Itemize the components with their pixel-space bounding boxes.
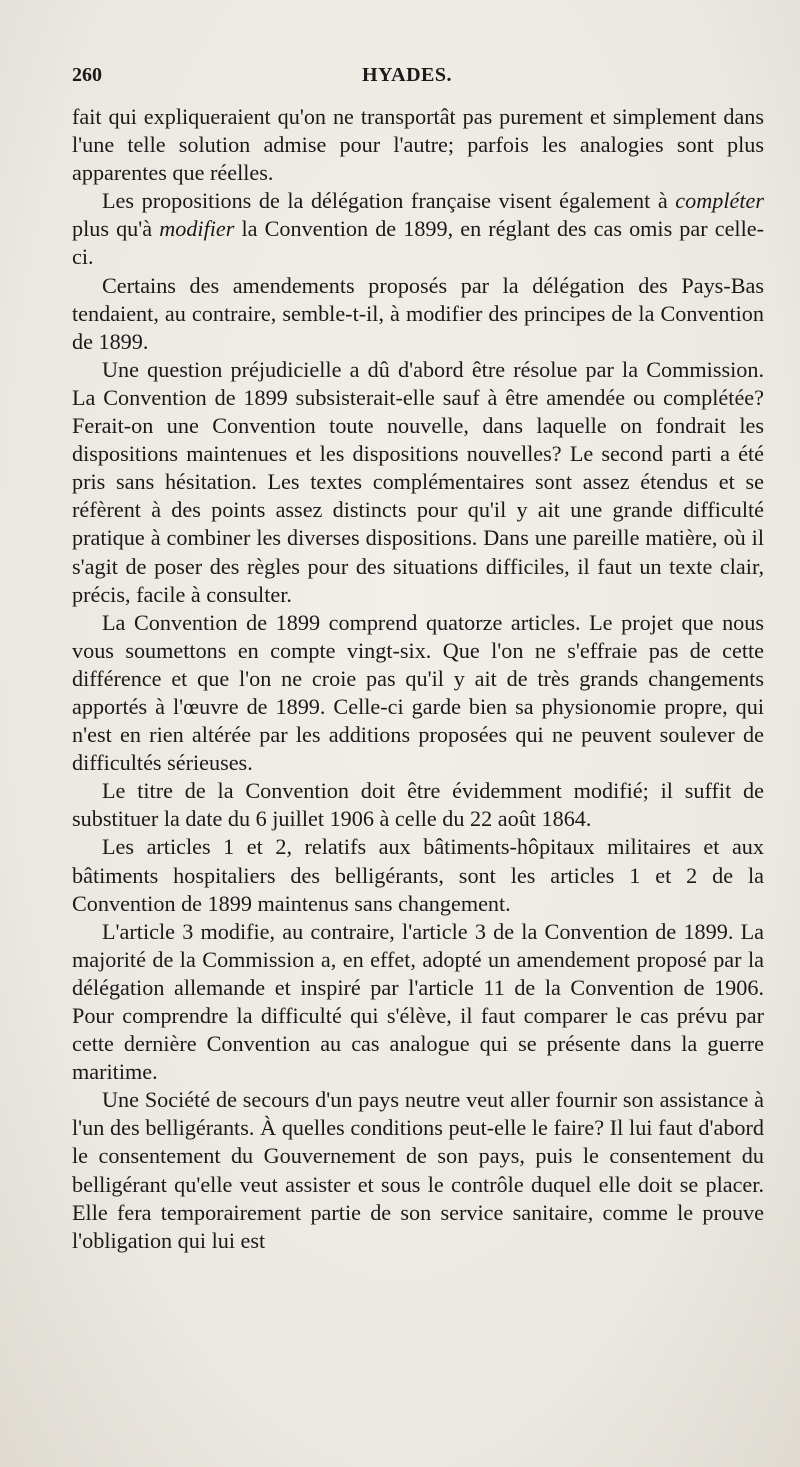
- running-head: HYADES.: [362, 64, 453, 86]
- paragraph-4: Une question préjudicielle a dû d'abord être résolue par la Commission. La Convention de 1899 subsisterait-elle sauf à être amendée ou complétée? Ferait-on une Convention toute nouvelle, dans laquelle on fondrait les dispositions maintenues et les dispositions nouvelles? Le second parti a été pris sans hésitation. Les textes complémentaires sont assez étendus et se réfèrent à des points assez distincts pour qu'il y ait une grande difficulté pratique à combiner les diverses dispositions. Dans une pareille matière, où il s'agit de poser des règles pour des situations difficiles, il faut un texte clair, précis, facile à consulter.: [72, 356, 764, 607]
- paragraph-3: Certains des amendements proposés par la délégation des Pays-Bas tendaient, au contraire, semble-t-il, à modifier des principes de la Convention de 1899.: [72, 272, 764, 354]
- paragraph-2-part-3: la Convention de 1899, en réglant des cas omis par celle-ci.: [72, 216, 764, 270]
- paragraph-1: fait qui expliqueraient qu'on ne transportât pas purement et simplement dans l'une telle solution admise pour l'autre; parfois les analogies sont plus apparentes que réelles.: [72, 104, 764, 186]
- paragraph-8: L'article 3 modifie, au contraire, l'article 3 de la Convention de 1899. La majorité de la Commission a, en effet, adopté un amendement proposé par la délégation allemande et inspiré par l'article 11 de la Convention de 1906. Pour comprendre la difficulté qui s'élève, il faut comparer le cas prévu par cette dernière Convention au cas analogue qui se présente dans la guerre maritime.: [72, 918, 764, 1085]
- paragraph-6: Le titre de la Convention doit être évidemment modifié; il suffit de substituer la date du 6 juillet 1906 à celle du 22 août 1864.: [72, 778, 764, 832]
- page-header: [72, 64, 762, 94]
- paragraph-5: La Convention de 1899 comprend quatorze articles. Le projet que nous vous soumettons en compte vingt-six. Que l'on ne s'effraie pas de cette différence et que l'on ne croie pas qu'il y ait de très grands changements apportés à l'œuvre de 1899. Celle-ci garde bien sa physionomie propre, qui n'est en rien altérée par les additions proposées qui ne peuvent soulever de difficultés sérieuses.: [72, 609, 764, 776]
- paragraph-7: Les articles 1 et 2, relatifs aux bâtiments-hôpitaux militaires et aux bâtiments hospitaliers des belligérants, sont les articles 1 et 2 de la Convention de 1899 maintenus sans changement.: [72, 834, 764, 916]
- page-number: 260: [72, 64, 102, 86]
- paragraph-9: Une Société de secours d'un pays neutre veut aller fournir son assistance à l'un des belligérants. À quelles conditions peut-elle le faire? Il lui faut d'abord le consentement du Gouvernement de son pays, puis le consentement du belligérant qu'elle veut assister et sous le contrôle duquel elle doit se placer. Elle fera temporairement partie de son service sanitaire, comme le prouve l'obligation qui lui est: [72, 1087, 764, 1253]
- paragraph-2: [72, 187, 764, 271]
- paragraph-2-emphasis-completer: compléter: [675, 188, 764, 214]
- paragraph-2-part-2: plus qu'à: [72, 216, 160, 242]
- paragraph-2-emphasis-modifier: modifier: [159, 216, 235, 242]
- paragraph-2-part-1: Les propositions de la délégation française visent également à: [102, 188, 676, 214]
- body-text: [72, 103, 764, 1255]
